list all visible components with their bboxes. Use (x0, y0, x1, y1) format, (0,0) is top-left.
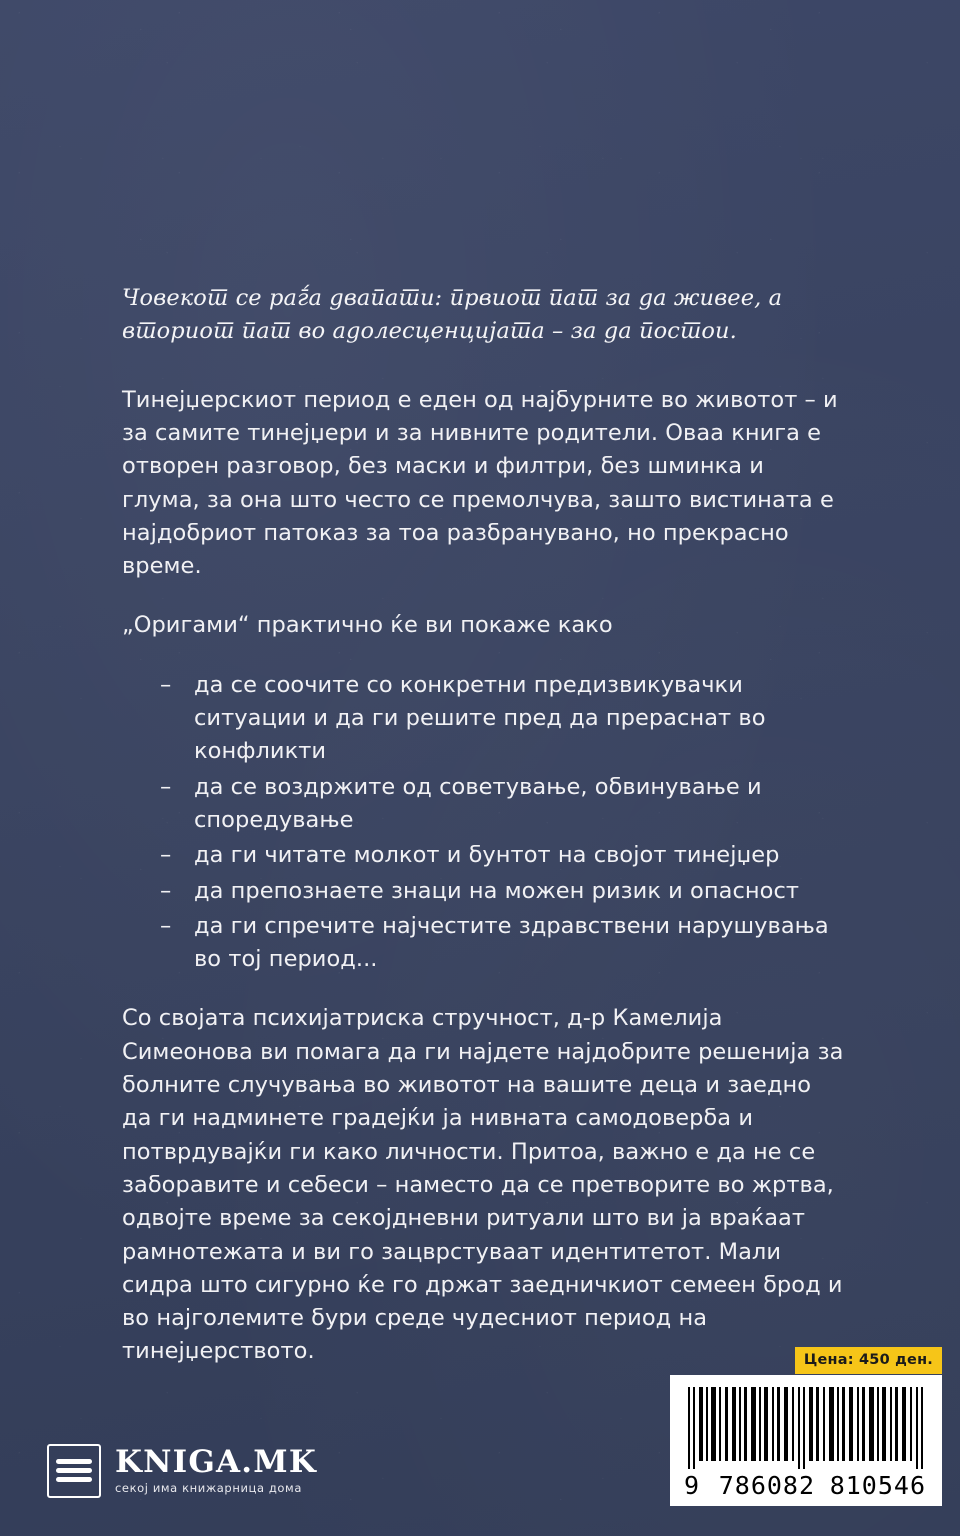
bullets-lead-in: „Оригами“ практично ќе ви покаже како (122, 612, 613, 639)
ean-lead-digit: 9 (684, 1471, 701, 1500)
epigraph-quote: Човекот се раѓа двапати: првиот пат за да живее, а вториот пат во адолесценцијата – за да постои. (122, 285, 783, 344)
publisher-tagline: секој има книжарница дома (115, 1481, 302, 1496)
bullet-dash: – (160, 773, 172, 800)
list-item-label: да се воздржите од советување, обвинување и споредување (194, 773, 762, 833)
wave-lines-square-logo-icon (47, 1444, 101, 1498)
list-item-label: да ги спречите најчестите здравствени нарушувања во тој период... (194, 912, 829, 973)
publisher-name: KNIGA.MK (115, 1444, 317, 1481)
ean-barcode (670, 1375, 942, 1506)
publisher-logo (47, 1444, 317, 1498)
list-item (154, 839, 846, 872)
bullet-dash: – (160, 842, 172, 869)
list-item (154, 875, 846, 908)
ean-left-group: 786082 (718, 1471, 816, 1500)
list-item (154, 669, 846, 769)
barcode-block (670, 1352, 942, 1506)
back-cover-text-block (122, 282, 846, 1395)
list-item-label: да се соочите со конкретни предизвикувачки ситуации и да ги решите пред да прераснат во конфликти (194, 671, 766, 765)
bullet-dash: – (160, 912, 172, 939)
list-item (154, 771, 846, 838)
closing-paragraph: Со својата психијатриска стручност, д-р Камелија Симеонова ви помага да ги најдете најдобрите решенија за болните случувања во животот на вашите деца и заедно да ги надминете градејќи ја нивната самодоверба и потврдувајќи ги како личности. Притоа, важно е да не се заборавите и себеси – наместо да се претворите во жртва, одвојте време за секојдневни ритуали што ви ја враќаат рамнотежата и ви го зацврстуваат идентитетот. Мали сидра што сигурно ќе го држат заедничкиот семеен брод и во најголемите бури среде чудесниот период на тинејџерството. (122, 1005, 844, 1365)
list-item (154, 910, 846, 977)
ean-number (684, 1469, 928, 1500)
ean-right-group: 810546 (829, 1471, 926, 1500)
list-item-label: да препознаете знаци на можен ризик и опасност (194, 877, 800, 904)
bullet-dash: – (160, 671, 172, 698)
price-badge: Цена: 450 ден. (795, 1347, 942, 1374)
list-item-label: да ги читате молкот и бунтот на својот тинејџер (194, 842, 780, 869)
bullet-dash: – (160, 877, 172, 904)
intro-paragraph: Тинејџерскиот период е еден од најбурните во животот – и за самите тинејџери и за нивните родители. Оваа книга е отворен разговор, без маски и филтри, без шминка и глума, за она што често се премолчува, зашто вистината е најдобриот патоказ за тоа разбранувано, но прекрасно време. (122, 386, 838, 580)
benefits-list (122, 669, 846, 977)
barcode-bars-icon (684, 1387, 928, 1469)
